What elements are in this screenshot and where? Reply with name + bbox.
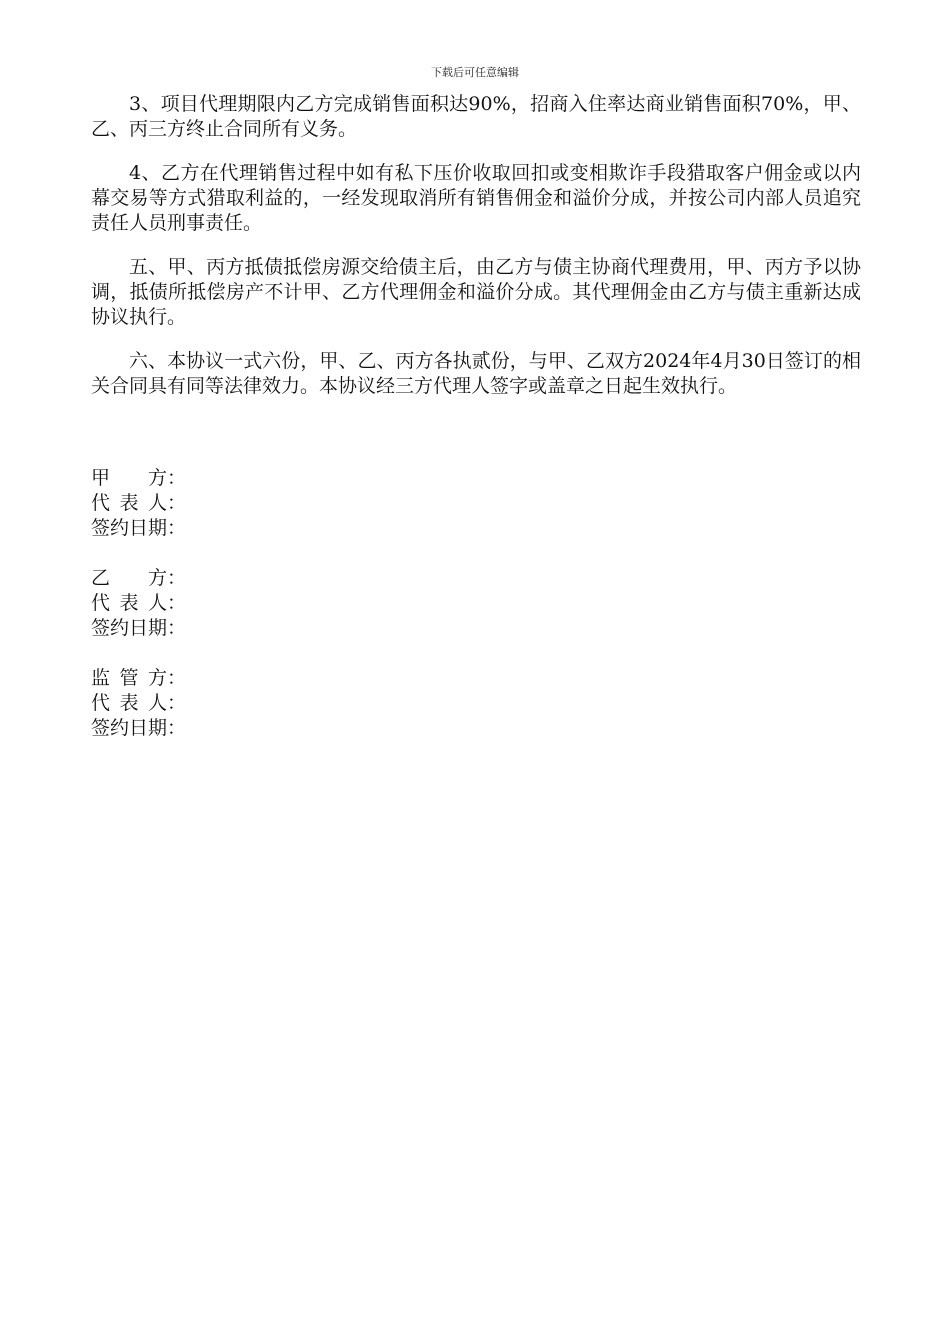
clause-4: 4、乙方在代理销售过程中如有私下压价收取回扣或变相欺诈手段猎取客户佣金或以内幕交易等方式猎取利益的，一经发现取消所有销售佣金和溢价分成，并按公司内部人员追究责任人员刑事责任。 <box>91 162 861 234</box>
supervisor-date-line <box>91 716 491 741</box>
supervisor-rep-line <box>91 691 491 716</box>
party-b-rep-line <box>91 591 491 616</box>
agreement-body <box>91 92 861 418</box>
colon: ： <box>167 592 187 614</box>
party-b-label: 乙方 <box>91 567 167 589</box>
supervisor-rep-label: 代表人 <box>91 692 167 714</box>
party-b-rep-label: 代表人 <box>91 592 167 614</box>
colon: ： <box>167 492 187 514</box>
party-b-date-line <box>91 616 491 641</box>
colon: ： <box>167 667 187 689</box>
supervisor-date-label: 签约日期 <box>91 717 168 739</box>
party-a-rep-line <box>91 491 491 516</box>
party-a-rep-label: 代表人 <box>91 492 167 514</box>
colon: ： <box>167 717 187 739</box>
colon: ： <box>167 517 187 539</box>
signature-block-supervisor <box>91 666 491 741</box>
signature-block-party-a <box>91 466 491 541</box>
party-a-line <box>91 466 491 491</box>
supervisor-label: 监管方 <box>91 667 167 689</box>
signature-block-party-b <box>91 566 491 641</box>
page-header: 下载后可任意编辑 <box>431 66 519 79</box>
party-a-date-line <box>91 516 491 541</box>
supervisor-line <box>91 666 491 691</box>
clause-3: 3、项目代理期限内乙方完成销售面积达90%，招商入住率达商业销售面积70%，甲、乙、丙三方终止合同所有义务。 <box>91 93 861 140</box>
party-a-date-label: 签约日期 <box>91 517 168 539</box>
colon: ： <box>167 692 187 714</box>
signature-section <box>91 466 491 766</box>
clause-five: 五、甲、丙方抵债抵偿房源交给债主后，由乙方与债主协商代理费用，甲、丙方予以协调，抵债所抵偿房产不计甲、乙方代理佣金和溢价分成。其代理佣金由乙方与债主重新达成协议执行。 <box>91 256 861 328</box>
party-b-line <box>91 566 491 591</box>
colon: ： <box>167 567 187 589</box>
party-b-date-label: 签约日期 <box>91 617 168 639</box>
colon: ： <box>167 617 187 639</box>
colon: ： <box>167 467 187 489</box>
party-a-label: 甲方 <box>91 467 167 489</box>
clause-six: 六、本协议一式六份，甲、乙、丙方各执贰份，与甲、乙双方2024年4月30日签订的相关合同具有同等法律效力。本协议经三方代理人签字或盖章之日起生效执行。 <box>91 350 861 397</box>
